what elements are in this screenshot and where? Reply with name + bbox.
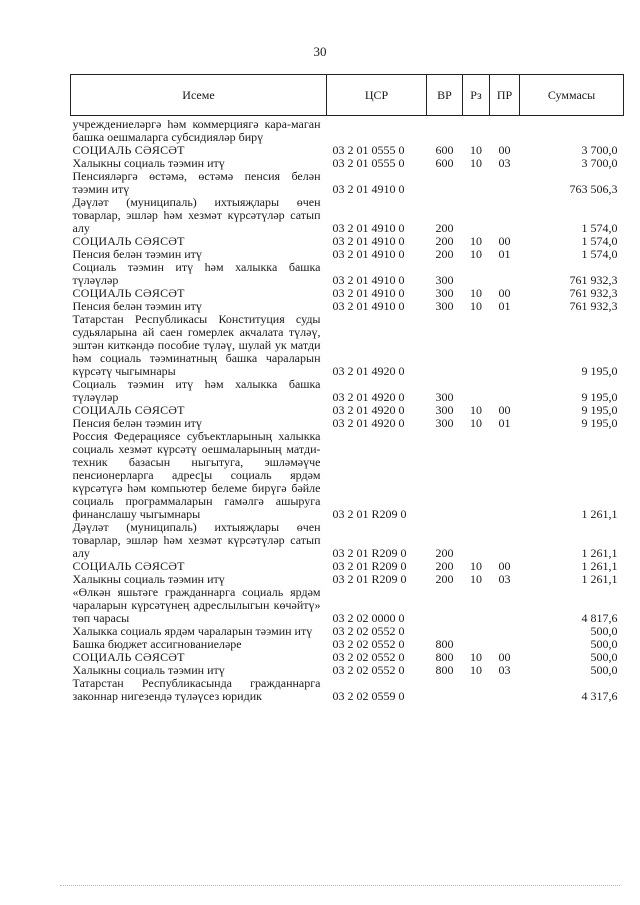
table-body bbox=[71, 116, 624, 704]
cell-rz bbox=[463, 430, 490, 521]
cell-name: СОЦИАЛЬ СӘЯСӘТ bbox=[72, 143, 185, 157]
cell-vr bbox=[427, 677, 463, 703]
cell-csr: 03 2 01 4920 0 bbox=[332, 416, 405, 430]
cell-rz bbox=[463, 521, 490, 560]
cell-name: Башка бюджет ассигнованиеләре bbox=[72, 637, 242, 651]
cell-vr: 300 bbox=[435, 286, 454, 300]
cell-name: СОЦИАЛЬ СӘЯСӘТ bbox=[72, 559, 185, 573]
cell-csr: 03 2 01 4910 0 bbox=[332, 221, 405, 235]
cell-sum: 9 195,0 bbox=[581, 403, 618, 417]
header-name: Исеме bbox=[71, 75, 327, 116]
cell-csr: 03 2 01 4910 0 bbox=[332, 182, 405, 196]
cell-csr: 03 2 01 4910 0 bbox=[332, 273, 405, 287]
cell-vr bbox=[427, 430, 463, 521]
cell-sum: 9 195,0 bbox=[581, 416, 618, 430]
cell-rz: 10 bbox=[470, 247, 482, 261]
cell-pr: 00 bbox=[498, 650, 511, 664]
cell-vr: 200 bbox=[435, 221, 454, 235]
cell-name: Пенсияләргә өстәмә, өстәмә пенсия белән тәэмин итү bbox=[72, 169, 321, 196]
cell-name: Татарстан Республикасы Конституция суды судьяларына ай саен гомерлек акчалата түләү, эштән киткәндә пособие түләү, шулай ук матди һәм социаль тәэминатның башка чараларын күрсәтү чыгымнары bbox=[72, 312, 321, 378]
cell-sum bbox=[520, 116, 624, 145]
cell-csr bbox=[327, 116, 427, 145]
cell-pr bbox=[490, 521, 520, 560]
cell-name: Дәүләт (муниципаль) ихтыяҗлары өчен товарлар, эшләр һәм хезмәт күрсәтүләр сатып алу bbox=[72, 195, 321, 235]
cell-name: Дәүләт (муниципаль) ихтыяҗлары өчен товарлар, эшләр һәм хезмәт күрсәтүләр сатып алу bbox=[72, 520, 321, 560]
cell-pr: 01 bbox=[498, 247, 511, 261]
header-csr: ЦСР bbox=[327, 75, 427, 116]
cell-rz: 10 bbox=[470, 650, 482, 664]
cell-pr bbox=[490, 586, 520, 625]
cell-rz bbox=[463, 116, 490, 145]
cell-csr: 03 2 02 0559 0 bbox=[332, 689, 405, 703]
cell-csr: 03 2 01 4910 0 bbox=[332, 247, 405, 261]
cell-vr: 200 bbox=[435, 559, 454, 573]
cell-csr: 03 2 01 4920 0 bbox=[332, 403, 405, 417]
cell-rz bbox=[463, 378, 490, 404]
cell-name: Россия Федерациясе субъектларының халыкка социаль хезмәт күрсәтү оешмаларының матди-техник базасын ныгытуга, эшләмәүче пенсионерларга адресլы социаль ярдәм күрсәтүгә һәм компьютер белеме бирүгә бәйле социаль программаларын гамәлгә ашыруга финанслашу чыгымнары bbox=[72, 429, 321, 521]
cell-vr: 800 bbox=[435, 650, 454, 664]
cell-sum: 4 317,6 bbox=[581, 689, 618, 703]
cell-name: Халыкка социаль ярдәм чараларын тәэмин итү bbox=[72, 624, 313, 638]
cell-rz bbox=[463, 625, 490, 638]
cell-pr bbox=[490, 196, 520, 235]
cell-csr: 03 2 01 R209 0 bbox=[332, 559, 407, 573]
cell-name: Татарстан Республикасында гражданнарга законнар нигезендә түләүсез юридик bbox=[72, 676, 321, 703]
cell-csr: 03 2 01 4920 0 bbox=[332, 390, 405, 404]
cell-pr: 03 bbox=[498, 572, 511, 586]
cell-pr bbox=[490, 313, 520, 378]
cell-name: Пенсия белән тәэмин итү bbox=[72, 247, 202, 261]
cell-rz: 10 bbox=[470, 299, 482, 313]
cell-vr: 600 bbox=[435, 156, 454, 170]
cell-vr bbox=[427, 586, 463, 625]
cell-pr bbox=[490, 116, 520, 145]
header-rz: Рз bbox=[463, 75, 490, 116]
cell-sum: 761 932,3 bbox=[569, 286, 618, 300]
cell-vr: 300 bbox=[435, 299, 454, 313]
cell-sum: 763 506,3 bbox=[569, 182, 618, 196]
cell-sum: 1 574,0 bbox=[581, 247, 618, 261]
cell-vr: 300 bbox=[435, 416, 454, 430]
cell-csr: 03 2 01 4910 0 bbox=[332, 286, 405, 300]
cell-vr: 600 bbox=[435, 143, 454, 157]
cell-pr bbox=[490, 261, 520, 287]
header-vr: ВР bbox=[427, 75, 463, 116]
header-row bbox=[71, 75, 624, 116]
cell-csr: 03 2 01 0555 0 bbox=[332, 156, 405, 170]
scan-artifact-line bbox=[60, 885, 620, 888]
cell-pr: 00 bbox=[498, 403, 511, 417]
page-number: 30 bbox=[313, 44, 327, 59]
table-row bbox=[71, 586, 624, 625]
cell-csr: 03 2 01 4910 0 bbox=[332, 234, 405, 248]
cell-rz: 10 bbox=[470, 234, 482, 248]
table-row bbox=[71, 116, 624, 145]
cell-sum: 500,0 bbox=[590, 624, 618, 638]
cell-csr: 03 2 02 0552 0 bbox=[332, 663, 405, 677]
table-row bbox=[71, 196, 624, 235]
cell-sum: 3 700,0 bbox=[581, 143, 618, 157]
cell-name: СОЦИАЛЬ СӘЯСӘТ bbox=[72, 234, 185, 248]
cell-sum: 1 261,1 bbox=[581, 559, 618, 573]
cell-sum: 9 195,0 bbox=[581, 390, 618, 404]
cell-vr: 200 bbox=[435, 247, 454, 261]
cell-sum: 500,0 bbox=[590, 663, 618, 677]
cell-vr: 200 bbox=[435, 572, 454, 586]
cell-sum: 1 574,0 bbox=[581, 234, 618, 248]
cell-name: Халыкны социаль тәэмин итү bbox=[72, 572, 225, 586]
cell-csr: 03 2 01 R209 0 bbox=[332, 546, 407, 560]
cell-name: «Өлкән яшьтәге гражданнарга социаль ярдәм чараларын күрсәтүнең адреслылыгын көчәйтү» төп чарасы bbox=[72, 585, 321, 625]
cell-pr: 00 bbox=[498, 234, 511, 248]
table-row bbox=[71, 378, 624, 404]
cell-pr: 01 bbox=[498, 299, 511, 313]
cell-csr: 03 2 01 4920 0 bbox=[332, 364, 405, 378]
cell-sum: 1 261,1 bbox=[581, 572, 618, 586]
cell-rz: 10 bbox=[470, 572, 482, 586]
cell-csr: 03 2 01 R209 0 bbox=[332, 507, 407, 521]
cell-pr bbox=[490, 625, 520, 638]
cell-rz bbox=[463, 170, 490, 196]
cell-name: СОЦИАЛЬ СӘЯСӘТ bbox=[72, 403, 185, 417]
header-sum: Суммасы bbox=[520, 75, 624, 116]
table-row bbox=[71, 170, 624, 196]
table-row bbox=[71, 430, 624, 521]
cell-name: СОЦИАЛЬ СӘЯСӘТ bbox=[72, 286, 185, 300]
cell-rz bbox=[463, 677, 490, 703]
cell-sum: 4 817,6 bbox=[581, 611, 618, 625]
cell-pr: 00 bbox=[498, 286, 511, 300]
cell-vr: 800 bbox=[435, 637, 454, 651]
cell-rz: 10 bbox=[470, 663, 482, 677]
table-row bbox=[71, 521, 624, 560]
cell-rz bbox=[463, 313, 490, 378]
cell-vr bbox=[427, 313, 463, 378]
cell-csr: 03 2 02 0000 0 bbox=[332, 611, 405, 625]
cell-name: Социаль тәэмин итү һәм халыкка башка түләүләр bbox=[72, 377, 321, 404]
cell-sum: 3 700,0 bbox=[581, 156, 618, 170]
cell-pr bbox=[490, 378, 520, 404]
cell-csr: 03 2 01 4910 0 bbox=[332, 299, 405, 313]
cell-name: СОЦИАЛЬ СӘЯСӘТ bbox=[72, 650, 185, 664]
cell-sum: 1 261,1 bbox=[581, 507, 618, 521]
cell-pr: 01 bbox=[498, 416, 511, 430]
cell-rz: 10 bbox=[470, 286, 482, 300]
cell-rz: 10 bbox=[470, 156, 482, 170]
cell-csr: 03 2 02 0552 0 bbox=[332, 637, 405, 651]
cell-rz bbox=[463, 196, 490, 235]
cell-sum: 1 261,1 bbox=[581, 546, 618, 560]
cell-rz bbox=[463, 586, 490, 625]
table-row bbox=[71, 261, 624, 287]
cell-name: учреждениеләргә һәм коммерциягә кара-маган башка оешмаларга субсидияләр бирү bbox=[72, 117, 321, 144]
cell-rz: 10 bbox=[470, 559, 482, 573]
cell-name: Пенсия белән тәэмин итү bbox=[72, 299, 202, 313]
cell-vr: 300 bbox=[435, 390, 454, 404]
cell-vr: 300 bbox=[435, 273, 454, 287]
cell-pr: 03 bbox=[498, 663, 511, 677]
cell-sum: 9 195,0 bbox=[581, 364, 618, 378]
cell-pr: 00 bbox=[498, 143, 511, 157]
cell-pr: 00 bbox=[498, 559, 511, 573]
cell-vr: 300 bbox=[435, 403, 454, 417]
budget-table-container bbox=[70, 74, 623, 703]
cell-csr: 03 2 01 R209 0 bbox=[332, 572, 407, 586]
cell-rz: 10 bbox=[470, 403, 482, 417]
table-row bbox=[71, 313, 624, 378]
cell-sum: 500,0 bbox=[590, 637, 618, 651]
cell-sum: 500,0 bbox=[590, 650, 618, 664]
cell-pr: 03 bbox=[498, 156, 511, 170]
header-pr: ПР bbox=[490, 75, 520, 116]
cell-sum: 1 574,0 bbox=[581, 221, 618, 235]
cell-sum: 761 932,3 bbox=[569, 273, 618, 287]
cell-vr: 200 bbox=[435, 546, 454, 560]
cell-csr: 03 2 02 0552 0 bbox=[332, 650, 405, 664]
cell-sum: 761 932,3 bbox=[569, 299, 618, 313]
cell-vr bbox=[427, 170, 463, 196]
cell-rz bbox=[463, 261, 490, 287]
cell-name: Халыкны социаль тәэмин итү bbox=[72, 156, 225, 170]
cell-vr bbox=[427, 116, 463, 145]
cell-name: Пенсия белән тәэмин итү bbox=[72, 416, 202, 430]
cell-rz: 10 bbox=[470, 143, 482, 157]
cell-pr bbox=[490, 170, 520, 196]
cell-pr bbox=[490, 677, 520, 703]
table-header bbox=[71, 75, 624, 116]
cell-pr bbox=[490, 430, 520, 521]
cell-csr: 03 2 02 0552 0 bbox=[332, 624, 405, 638]
cell-name: Социаль тәэмин итү һәм халыкка башка түләүләр bbox=[72, 260, 321, 287]
cell-vr: 200 bbox=[435, 234, 454, 248]
budget-table bbox=[70, 74, 624, 703]
cell-vr: 800 bbox=[435, 663, 454, 677]
cell-rz: 10 bbox=[470, 416, 482, 430]
cell-csr: 03 2 01 0555 0 bbox=[332, 143, 405, 157]
table-row bbox=[71, 677, 624, 703]
cell-name: Халыкны социаль тәэмин итү bbox=[72, 663, 225, 677]
